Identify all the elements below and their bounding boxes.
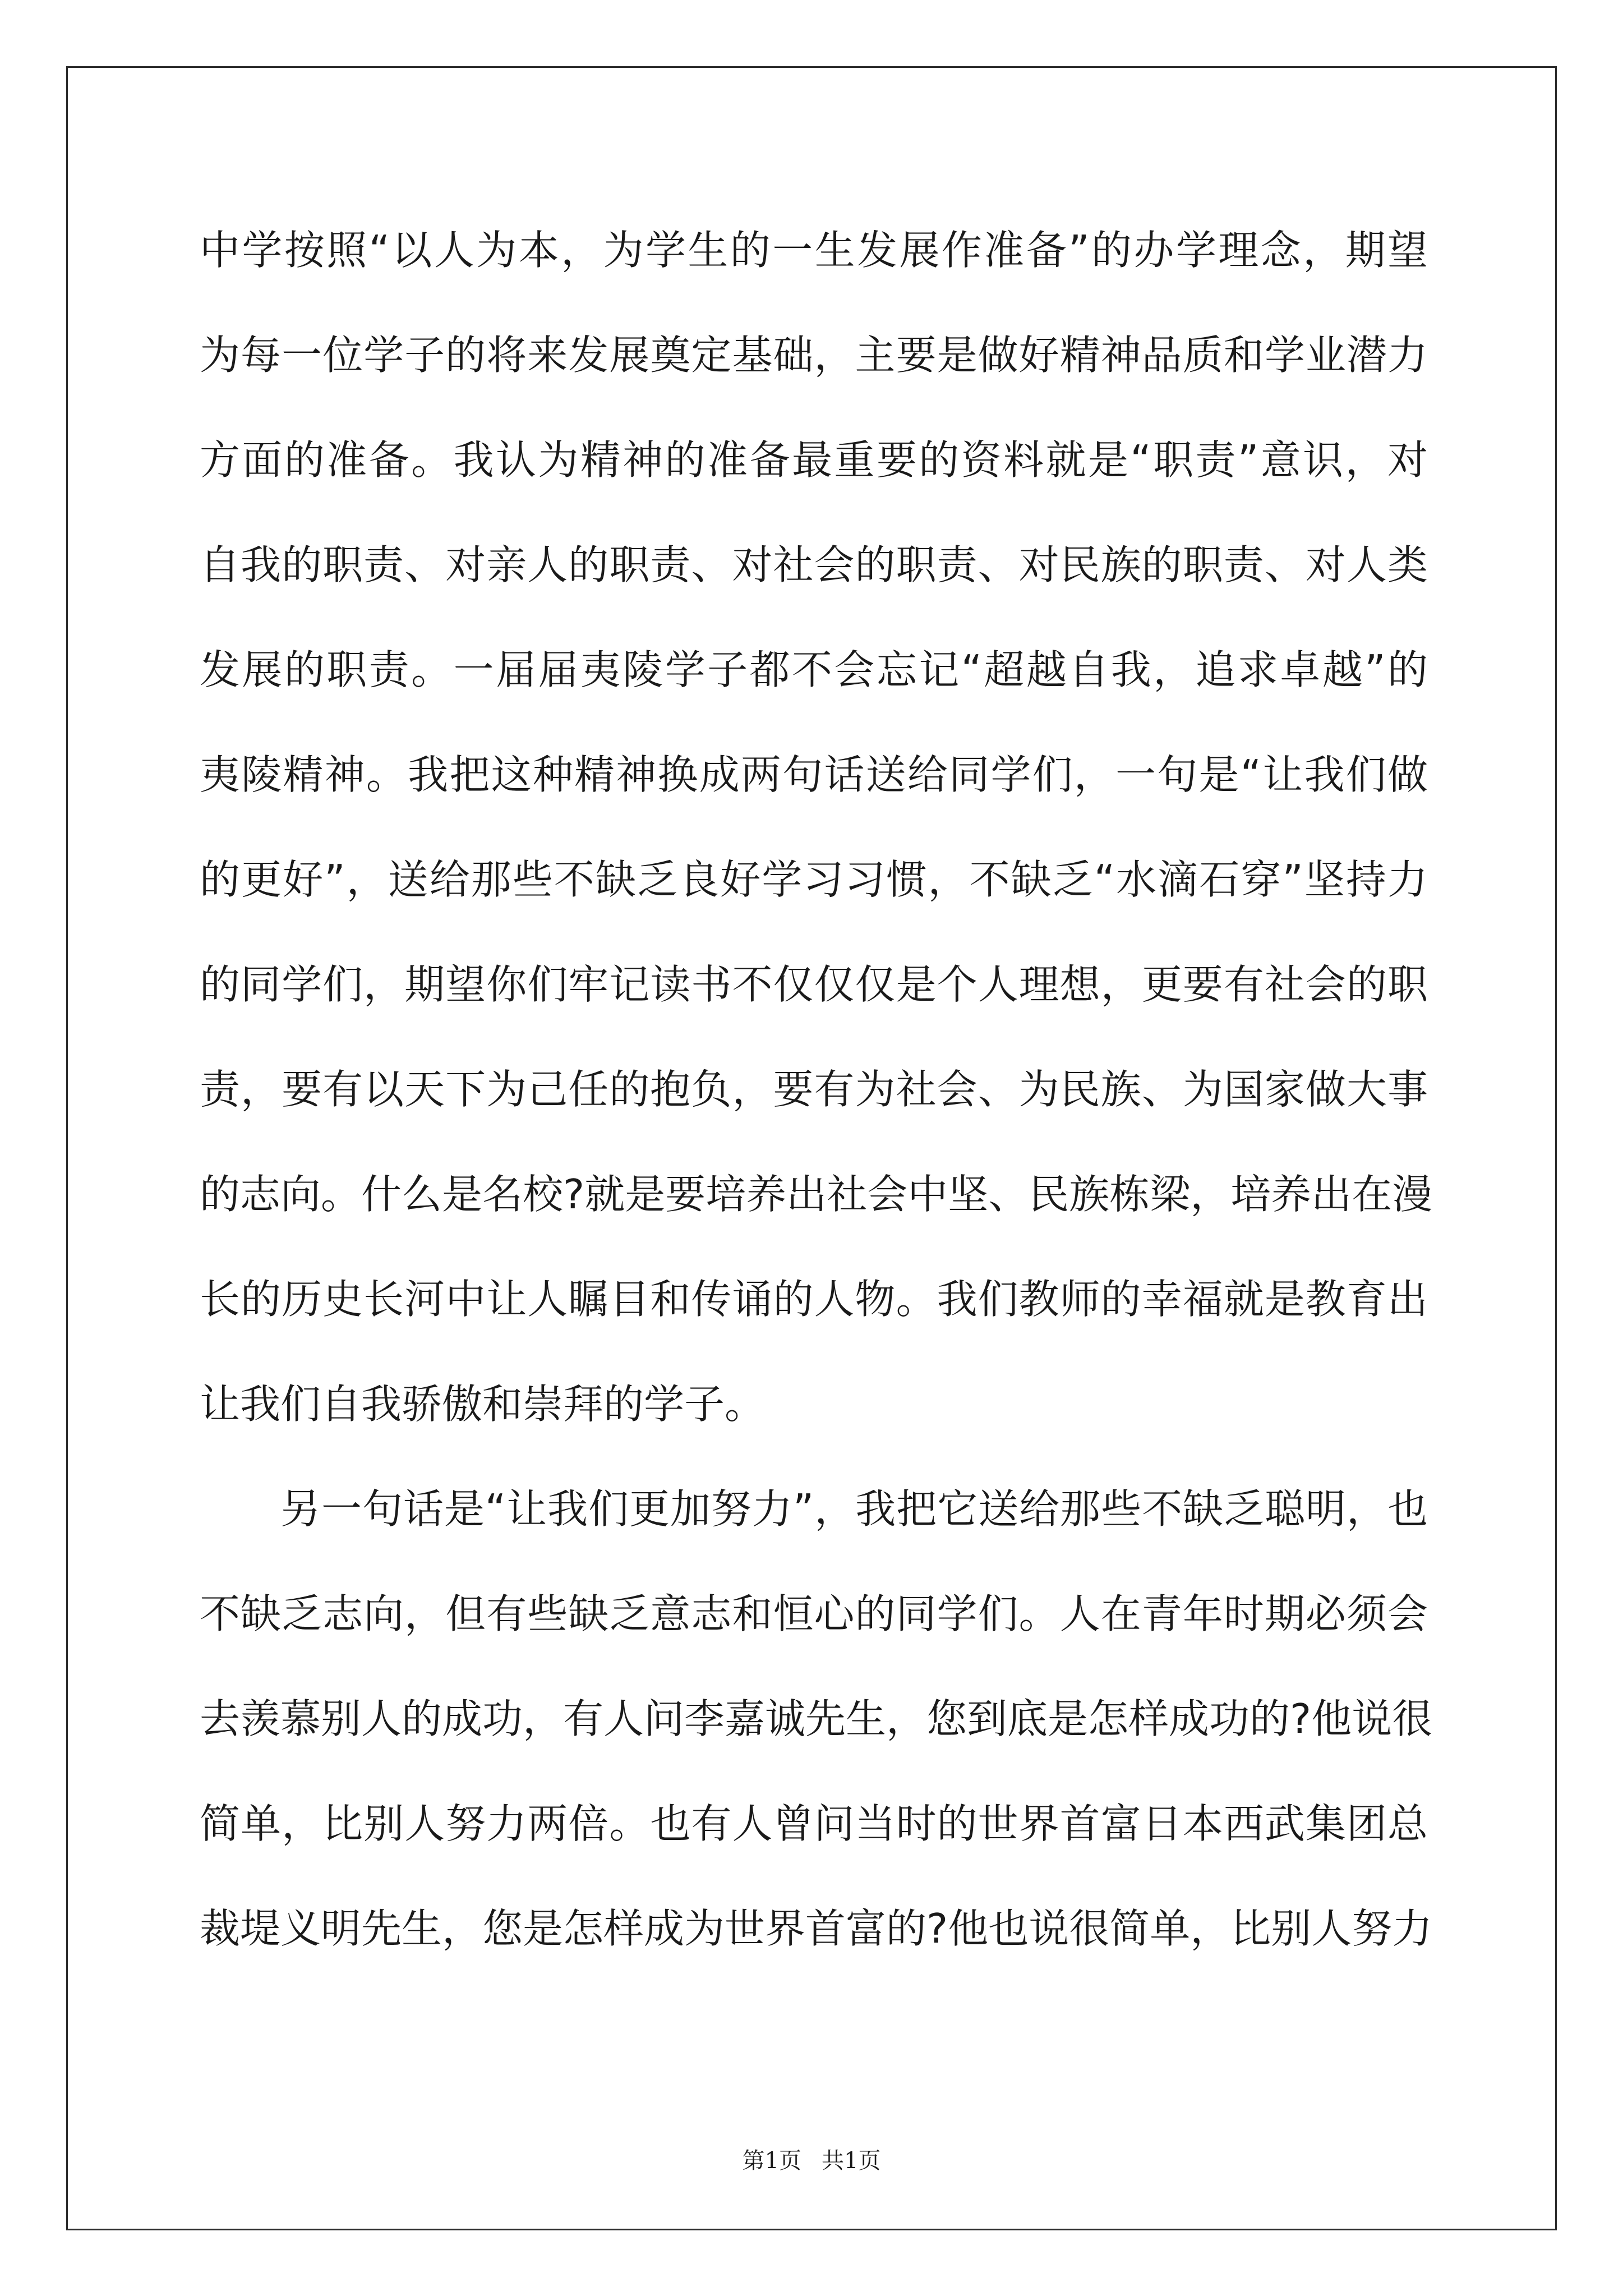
text-line: 去羡慕别人的成功，有人问李嘉诚先生，您到底是怎样成功的?他说很	[200, 1695, 1433, 1742]
text-line: 的志向。什么是名校?就是要培养出社会中坚、民族栋梁，培养出在漫	[200, 1171, 1433, 1218]
text-line: 方面的准备。我认为精神的准备最重要的资料就是“职责”意识，对	[200, 436, 1428, 484]
text-line: 不缺乏志向，但有些缺乏意志和恒心的同学们。人在青年时期必须会	[200, 1590, 1428, 1637]
text-line: 中学按照“以人为本，为学生的一生发展作准备”的办学理念，期望	[200, 227, 1428, 274]
text-line: 自我的职责、对亲人的职责、对社会的职责、对民族的职责、对人类	[200, 541, 1428, 588]
text-line: 发展的职责。一届届夷陵学子都不会忘记“超越自我，追求卓越”的	[200, 646, 1428, 693]
text-line: 责，要有以天下为己任的抱负，要有为社会、为民族、为国家做大事	[200, 1066, 1428, 1113]
text-line: 另一句话是“让我们更加努力”，我把它送给那些不缺乏聪明，也	[280, 1485, 1428, 1533]
text-line: 的更好”，送给那些不缺乏良好学习习惯，不缺乏“水滴石穿”坚持力	[200, 856, 1428, 903]
text-line: 简单，比别人努力两倍。也有人曾问当时的世界首富日本西武集团总	[200, 1800, 1428, 1847]
text-line: 的同学们，期望你们牢记读书不仅仅仅是个人理想，更要有社会的职	[200, 961, 1428, 1008]
text-line: 夷陵精神。我把这种精神换成两句话送给同学们，一句是“让我们做	[200, 751, 1428, 798]
page-total: 共1页	[822, 2148, 881, 2174]
text-line: 为每一位学子的将来发展奠定基础，主要是做好精神品质和学业潜力	[200, 332, 1428, 379]
text-line: 让我们自我骄傲和崇拜的学子。	[200, 1381, 766, 1428]
page-footer	[0, 2144, 1623, 2178]
text-line: 裁堤义明先生，您是怎样成为世界首富的?他也说很简单，比别人努力	[200, 1905, 1433, 1952]
text-line: 长的历史长河中让人瞩目和传诵的人物。我们教师的幸福就是教育出	[200, 1276, 1428, 1323]
page-number: 第1页	[742, 2148, 801, 2174]
